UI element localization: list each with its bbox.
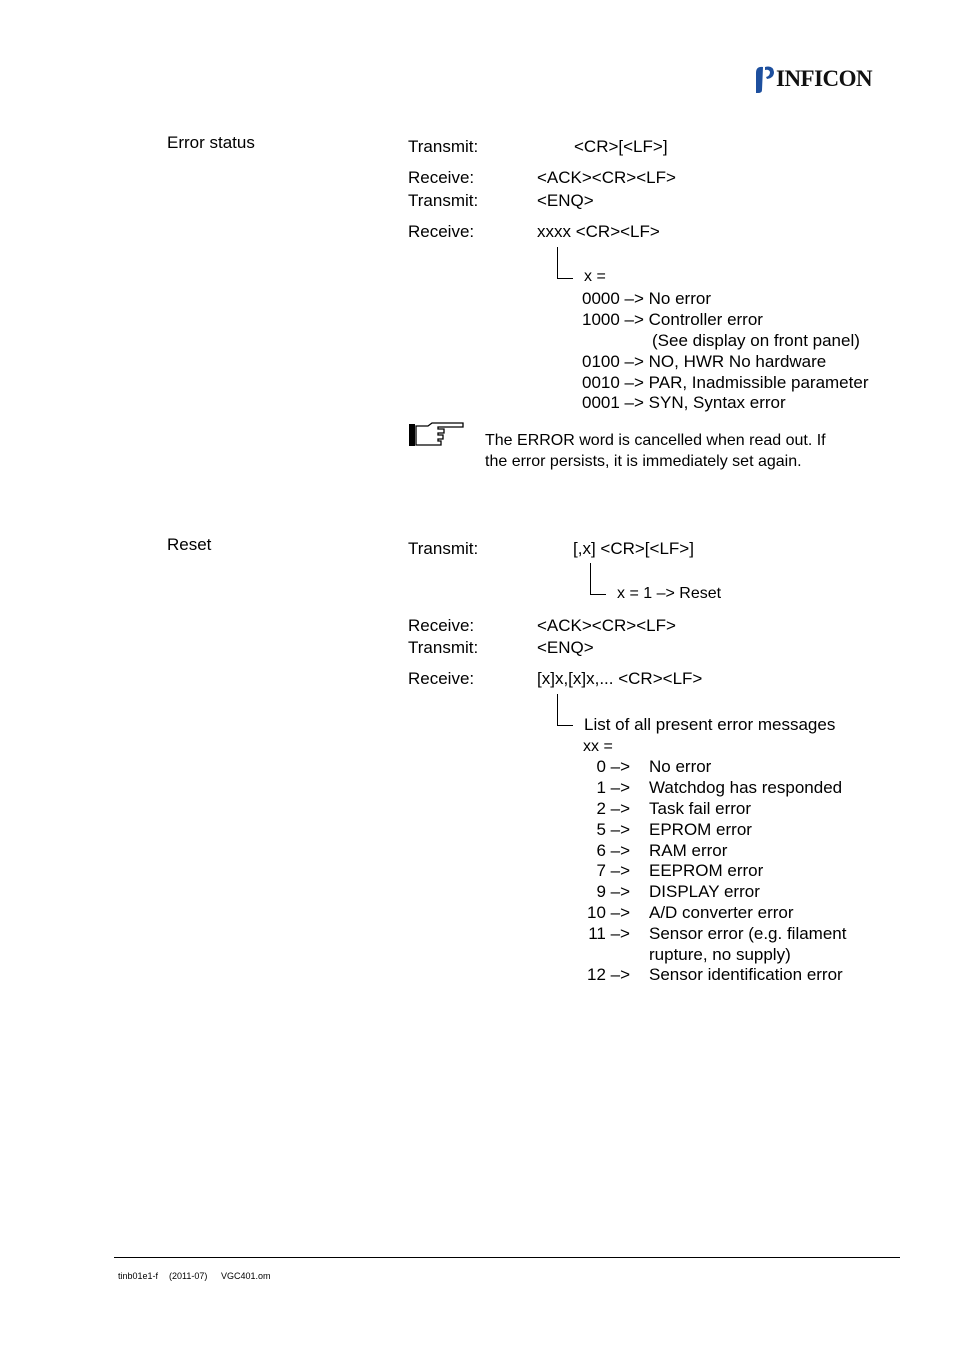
- error-list-desc: Sensor identification error: [649, 965, 843, 984]
- receive-label: Receive:: [408, 168, 475, 187]
- error-list-desc: A/D converter error: [649, 903, 794, 922]
- error-list-desc: Watchdog has responded: [649, 778, 843, 797]
- bracket-connector: [557, 694, 558, 725]
- transmit-value: <CR>[<LF>]: [574, 137, 668, 156]
- error-code-line: 1000 –> Controller error: [582, 310, 763, 329]
- error-list-desc: DISPLAY error: [649, 882, 760, 901]
- error-code-line: 0100 –> NO, HWR No hardware: [582, 352, 827, 371]
- error-list-code: 5 –>: [596, 820, 630, 839]
- section-heading-reset: Reset: [167, 535, 212, 554]
- bracket-connector: [557, 725, 573, 726]
- error-list-code: 9 –>: [596, 882, 630, 901]
- pointing-hand-icon: [408, 422, 466, 448]
- error-code-line: 0001 –> SYN, Syntax error: [582, 393, 786, 412]
- transmit-value: <ENQ>: [537, 638, 594, 657]
- error-code-line: 0000 –> No error: [582, 289, 711, 308]
- note-text-line: The ERROR word is cancelled when read out. If: [485, 432, 826, 449]
- receive-value: xxxx <CR><LF>: [537, 222, 660, 241]
- receive-label: Receive:: [408, 616, 475, 635]
- error-list-code: 11 –>: [588, 924, 630, 943]
- error-list-code: 2 –>: [596, 799, 630, 818]
- receive-label: Receive:: [408, 222, 475, 241]
- transmit-label: Transmit:: [408, 539, 479, 558]
- transmit-label: Transmit:: [408, 191, 479, 210]
- note-text-line: the error persists, it is immediately set again.: [485, 453, 802, 470]
- error-list-code: 7 –>: [596, 861, 630, 880]
- error-code-line: 0010 –> PAR, Inadmissible parameter: [582, 373, 869, 392]
- x-definition: x =: [584, 268, 606, 285]
- receive-label: Receive:: [408, 669, 475, 688]
- footer-doc-id: tinb01e1-f: [118, 1271, 159, 1281]
- error-list-desc: RAM error: [649, 841, 728, 860]
- footer-date: (2011-07): [169, 1271, 208, 1281]
- error-list-desc: EEPROM error: [649, 861, 764, 880]
- inficon-logo: [754, 64, 899, 94]
- error-list-code: 0 –>: [596, 757, 630, 776]
- footer-file: VGC401.om: [221, 1271, 271, 1281]
- bracket-connector: [590, 594, 606, 595]
- transmit-value: [,x] <CR>[<LF>]: [573, 539, 694, 558]
- inficon-logo-mark-icon: [754, 64, 776, 94]
- error-list-desc: EPROM error: [649, 820, 752, 839]
- bracket-connector: [557, 278, 573, 279]
- footer-rule: [114, 1257, 900, 1258]
- logo-text: INFICON: [776, 66, 873, 91]
- error-list-desc: No error: [649, 757, 712, 776]
- receive-value: [x]x,[x]x,... <CR><LF>: [537, 669, 703, 688]
- bracket-connector: [590, 563, 591, 594]
- receive-value: <ACK><CR><LF>: [537, 168, 676, 187]
- error-list-code: 6 –>: [596, 841, 630, 860]
- error-list-code: 12 –>: [586, 965, 630, 984]
- bracket-connector: [557, 247, 558, 278]
- error-code-note: (See display on front panel): [652, 331, 860, 350]
- x-reset-definition: x = 1 –> Reset: [617, 585, 722, 602]
- error-list-code: 10 –>: [586, 903, 630, 922]
- transmit-value: <ENQ>: [537, 191, 594, 210]
- transmit-label: Transmit:: [408, 137, 479, 156]
- error-list-code: 1 –>: [596, 778, 630, 797]
- error-list-desc: Sensor error (e.g. filament: [649, 924, 847, 943]
- list-title: List of all present error messages: [584, 715, 836, 734]
- section-heading-error-status: Error status: [167, 133, 255, 152]
- error-list-desc: rupture, no supply): [649, 945, 791, 964]
- transmit-label: Transmit:: [408, 638, 479, 657]
- receive-value: <ACK><CR><LF>: [537, 616, 676, 635]
- xx-definition: xx =: [583, 738, 613, 755]
- error-list-desc: Task fail error: [649, 799, 752, 818]
